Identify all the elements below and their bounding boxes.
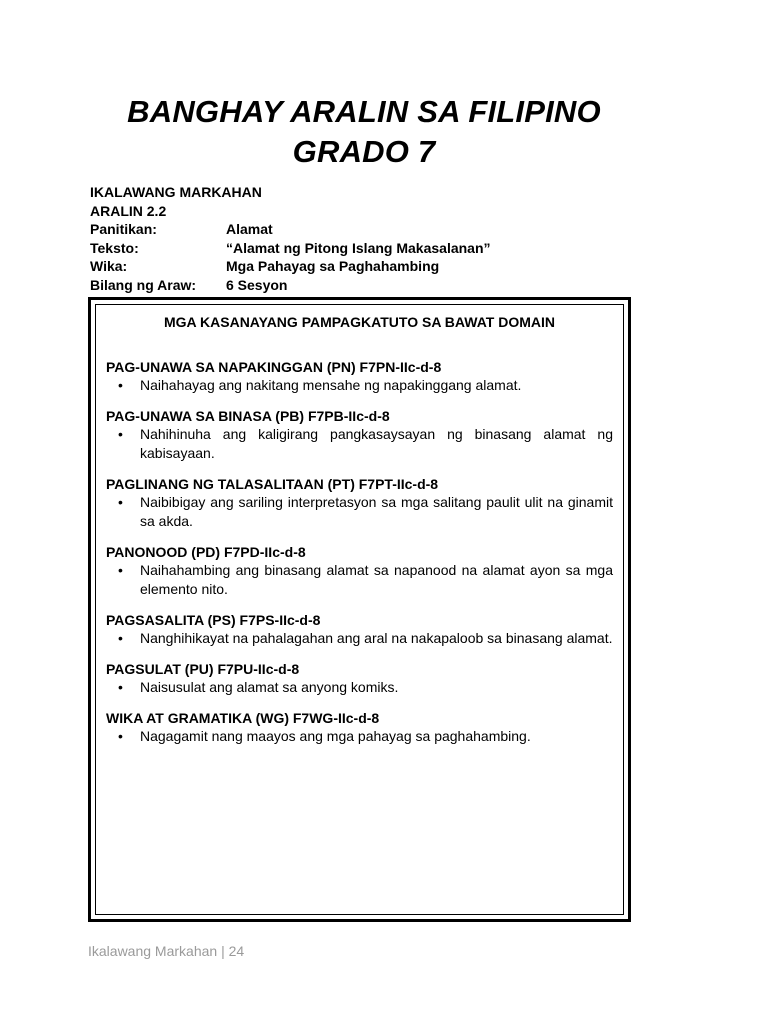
meta-key: Wika: [90,258,128,274]
domain-section-pb [106,407,613,463]
bullet-icon: • [118,679,123,695]
competency-list [106,629,613,648]
bullet-icon: • [118,426,123,442]
domain-heading: PAG-UNAWA SA BINASA (PB) F7PB-IIc-d-8 [106,408,390,424]
competency-item [106,493,613,531]
competency-item [106,376,613,395]
meta-row-wika [90,257,491,276]
domain-section-pu [106,660,613,697]
domain-heading: PANONOOD (PD) F7PD-IIc-d-8 [106,544,306,560]
meta-row-panitikan [90,220,491,239]
bullet-icon: • [118,728,123,744]
bullet-icon: • [118,562,123,578]
bullet-icon: • [118,377,123,393]
competency-item [106,727,613,746]
meta-key: Panitikan: [90,221,157,237]
meta-key: Bilang ng Araw: [90,276,197,293]
competency-text: Nahihinuha ang kaligirang pangkasaysayan ng binasang alamat ng kabisayaan. [140,426,613,461]
competency-list [106,561,613,599]
competency-text: Nagagamit nang maayos ang mga pahayag sa paghahambing. [140,728,531,744]
competencies-inner-frame [95,304,624,915]
competency-item [106,561,613,599]
domain-section-wg [106,709,613,746]
domain-section-pt [106,475,613,531]
domain-section-pn [106,358,613,395]
domain-section-pd [106,543,613,599]
page-footer: Ikalawang Markahan | 24 [88,943,245,959]
competency-list [106,376,613,395]
domain-heading: PAG-UNAWA SA NAPAKINGGAN (PN) F7PN-IIc-d-8 [106,359,442,375]
meta-row-teksto [90,239,491,258]
title-line-2: GRADO 7 [292,134,436,169]
meta-row-bilang-ng-araw [90,276,491,295]
domain-sections [106,358,613,758]
markahan-label: IKALAWANG MARKAHAN [90,184,262,200]
meta-value: Mga Pahayag sa Paghahambing [226,258,440,274]
competency-text: Nanghihikayat na pahalagahan ang aral na nakapaloob sa binasang alamat. [140,630,613,646]
bullet-icon: • [118,630,123,646]
competency-text: Naihahayag ang nakitang mensahe ng napakinggang alamat. [140,377,522,393]
domain-section-ps [106,611,613,648]
competency-list [106,678,613,697]
lesson-meta [90,183,491,294]
meta-value: “Alamat ng Pitong Islang Makasalanan” [226,239,491,256]
domain-heading: PAGSASALITA (PS) F7PS-IIc-d-8 [106,612,321,628]
meta-key: Teksto: [90,239,139,256]
meta-value: Alamat [226,221,273,237]
document-title [0,92,728,172]
domain-heading: PAGLINANG NG TALASALITAAN (PT) F7PT-IIc-d-8 [106,476,439,492]
domain-heading: PAGSULAT (PU) F7PU-IIc-d-8 [106,661,300,677]
competency-item [106,629,613,648]
competency-list [106,493,613,531]
meta-value: 6 Sesyon [226,276,288,293]
competency-text: Naisusulat ang alamat sa anyong komiks. [140,679,399,695]
competency-item [106,678,613,697]
competencies-heading: MGA KASANAYANG PAMPAGKATUTO SA BAWAT DOMAIN [164,314,555,330]
aralin-label: ARALIN 2.2 [90,202,167,219]
competency-text: Naihahambing ang binasang alamat sa napanood na alamat ayon sa mga elemento nito. [140,562,613,597]
competency-item [106,425,613,463]
competency-list [106,425,613,463]
competency-list [106,727,613,746]
competencies-box [88,297,631,922]
bullet-icon: • [118,494,123,510]
domain-heading: WIKA AT GRAMATIKA (WG) F7WG-IIc-d-8 [106,710,380,726]
title-line-1: BANGHAY ARALIN SA FILIPINO [127,94,601,129]
competency-text: Naibibigay ang sariling interpretasyon sa mga salitang paulit ulit na ginamit sa akda. [140,494,613,529]
